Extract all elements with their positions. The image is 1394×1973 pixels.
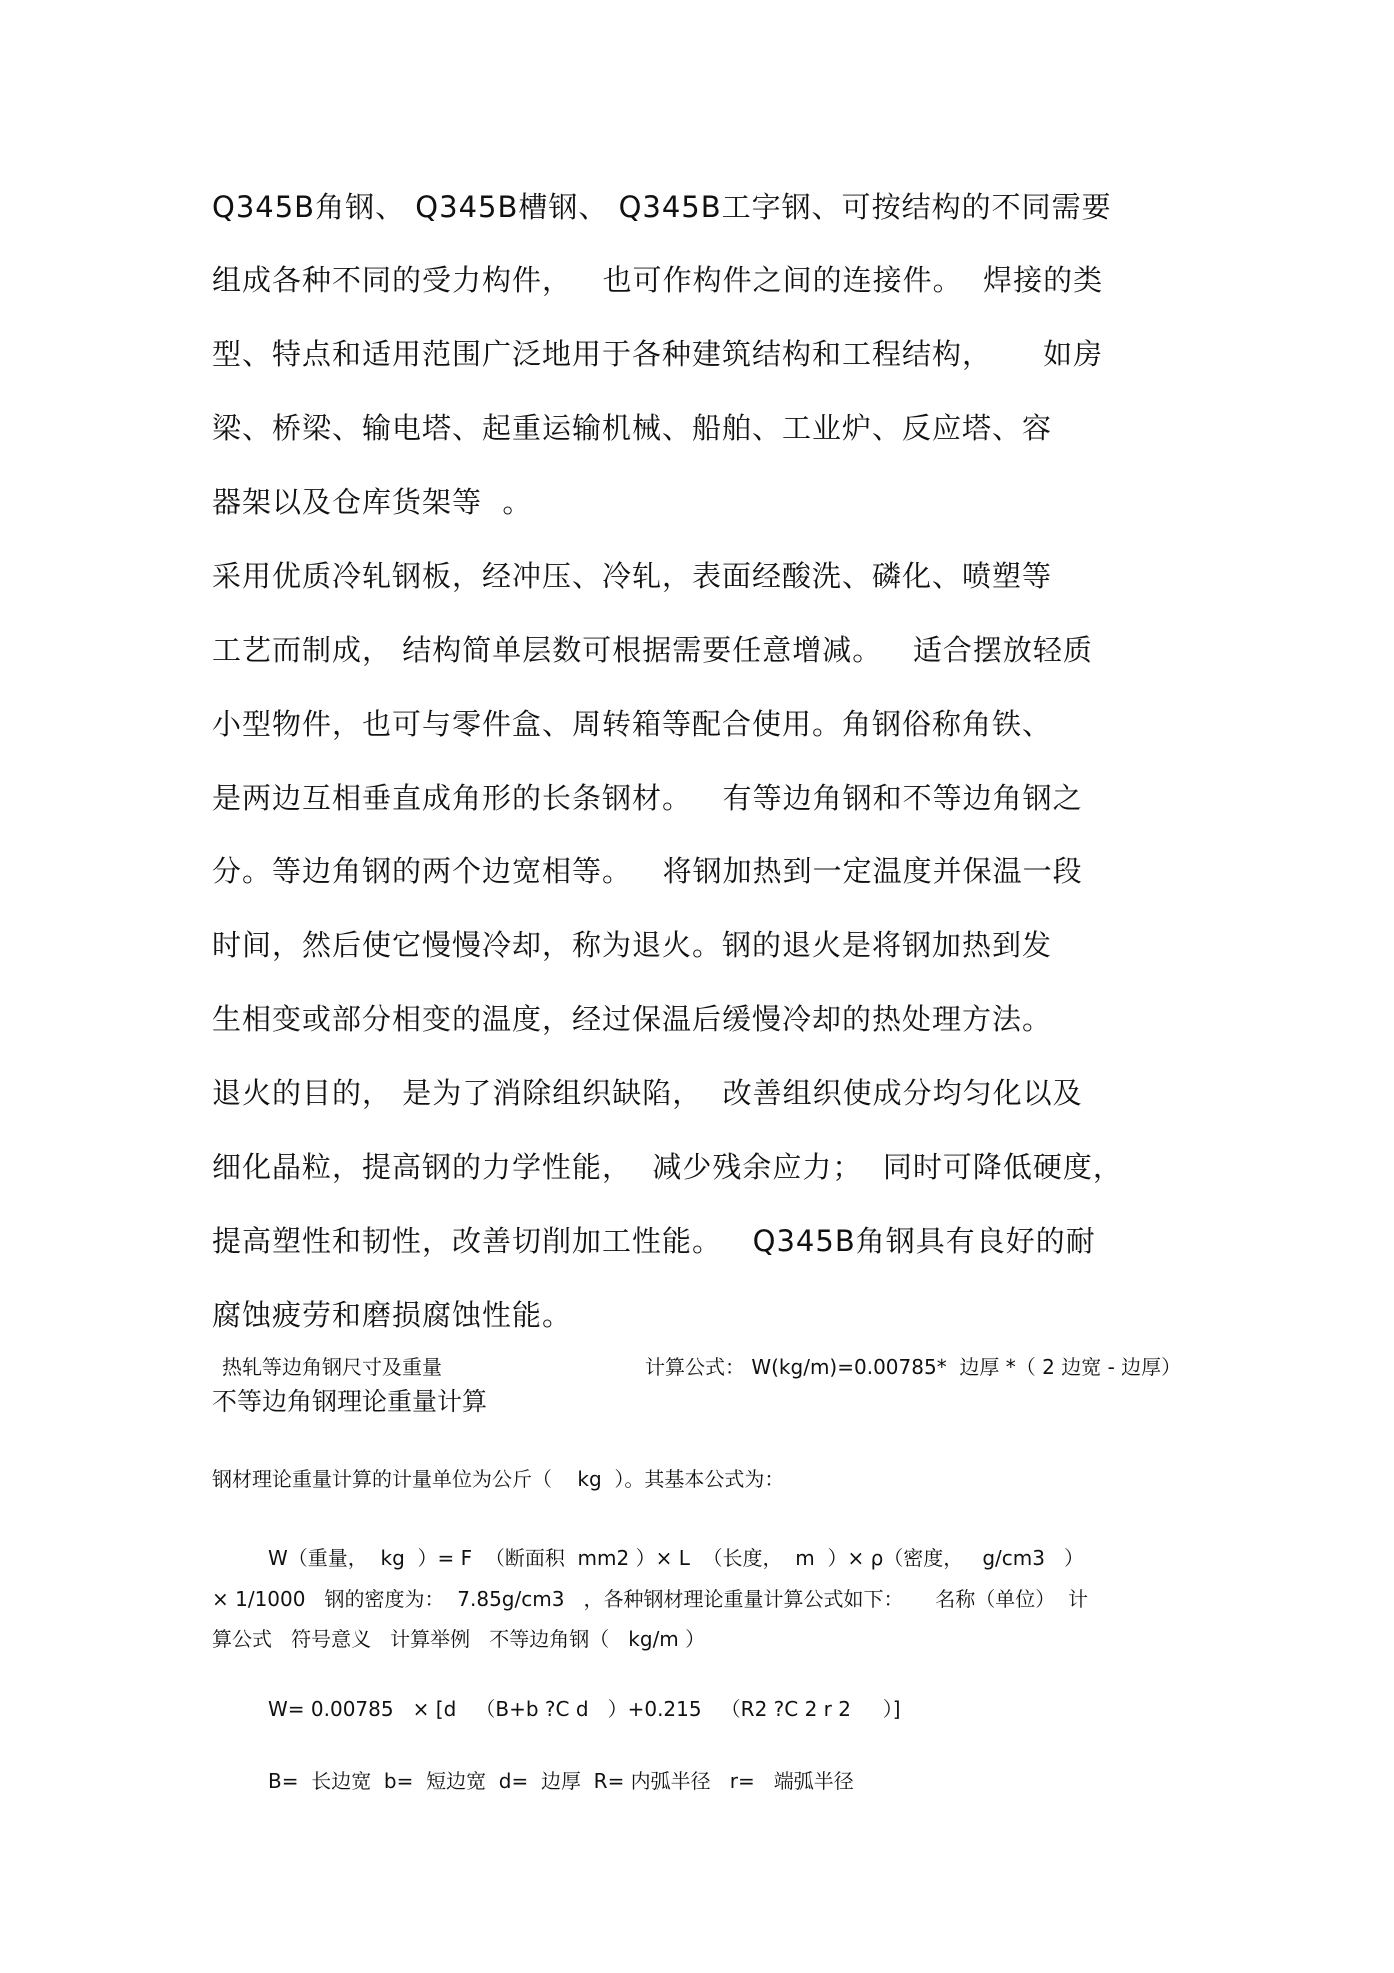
- formula-line-3: 算公式 符号意义 计算举例 不等边角钢（ kg/m ）: [212, 1627, 706, 1651]
- paragraph-line-4: 梁、桥梁、输电塔、起重运输机械、船舶、工业炉、反应塔、容: [212, 411, 1053, 445]
- symbol-definitions: B= 长边宽 b= 短边宽 d= 边厚 R= 内弧半径 r= 端弧半径: [268, 1769, 854, 1793]
- paragraph-line-3: 型、特点和适用范围广泛地用于各种建筑结构和工程结构， 如房: [212, 337, 1104, 371]
- paragraph-line-13: 退火的目的， 是为了消除组织缺陷， 改善组织使成分均匀化以及: [212, 1076, 1083, 1110]
- paragraph-line-8: 小型物件，也可与零件盒、周转箱等配合使用。角钢俗称角铁、: [212, 707, 1053, 741]
- paragraph-line-16: 腐蚀疲劳和磨损腐蚀性能。: [212, 1298, 573, 1332]
- hot-rolled-label: 热轧等边角钢尺寸及重量: [222, 1355, 442, 1379]
- paragraph-line-5: 器架以及仓库货架等 。: [212, 485, 533, 519]
- paragraph-line-1: Q345B角钢、 Q345B槽钢、 Q345B工字钢、可按结构的不同需要: [212, 190, 1112, 224]
- paragraph-line-6: 采用优质冷轧钢板，经冲压、冷轧，表面经酸洗、磷化、喷塑等: [212, 559, 1053, 593]
- formula-line-2: × 1/1000 钢的密度为： 7.85g/cm3 ，各种钢材理论重量计算公式如下： 名称（单位） 计: [212, 1587, 1089, 1611]
- paragraph-line-11: 时间，然后使它慢慢冷却，称为退火。钢的退火是将钢加热到发: [212, 928, 1053, 962]
- formula-label: 计算公式： W(kg/m)=0.00785* 边厚 *（ 2 边宽 - 边厚）: [645, 1355, 1182, 1379]
- paragraph-line-9: 是两边互相垂直成角形的长条钢材。 有等边角钢和不等边角钢之: [212, 781, 1083, 815]
- formula-line-1: W（重量， kg ）= F （断面积 mm2 ）× L （长度， m ）× ρ（密度， g/cm3 ）: [268, 1546, 1085, 1570]
- unit-line: 钢材理论重量计算的计量单位为公斤（ kg ）。其基本公式为：: [212, 1467, 785, 1491]
- w-formula: W= 0.00785 × [d （B+b ?C d ）+0.215 （R2 ?C 2 r 2 ）]: [268, 1697, 901, 1721]
- paragraph-line-15: 提高塑性和韧性，改善切削加工性能。 Q345B角钢具有良好的耐: [212, 1224, 1096, 1258]
- paragraph-line-10: 分。等边角钢的两个边宽相等。 将钢加热到一定温度并保温一段: [212, 854, 1083, 888]
- paragraph-line-12: 生相变或部分相变的温度，经过保温后缓慢冷却的热处理方法。: [212, 1002, 1053, 1036]
- paragraph-line-14: 细化晶粒，提高钢的力学性能， 减少残余应力； 同时可降低硬度，: [212, 1150, 1123, 1184]
- paragraph-line-7: 工艺而制成， 结构简单层数可根据需要任意增减。 适合摆放轻质: [212, 633, 1093, 667]
- unequal-angle-title: 不等边角钢理论重量计算: [212, 1387, 488, 1416]
- paragraph-line-2: 组成各种不同的受力构件， 也可作构件之间的连接件。 焊接的类: [212, 263, 1104, 297]
